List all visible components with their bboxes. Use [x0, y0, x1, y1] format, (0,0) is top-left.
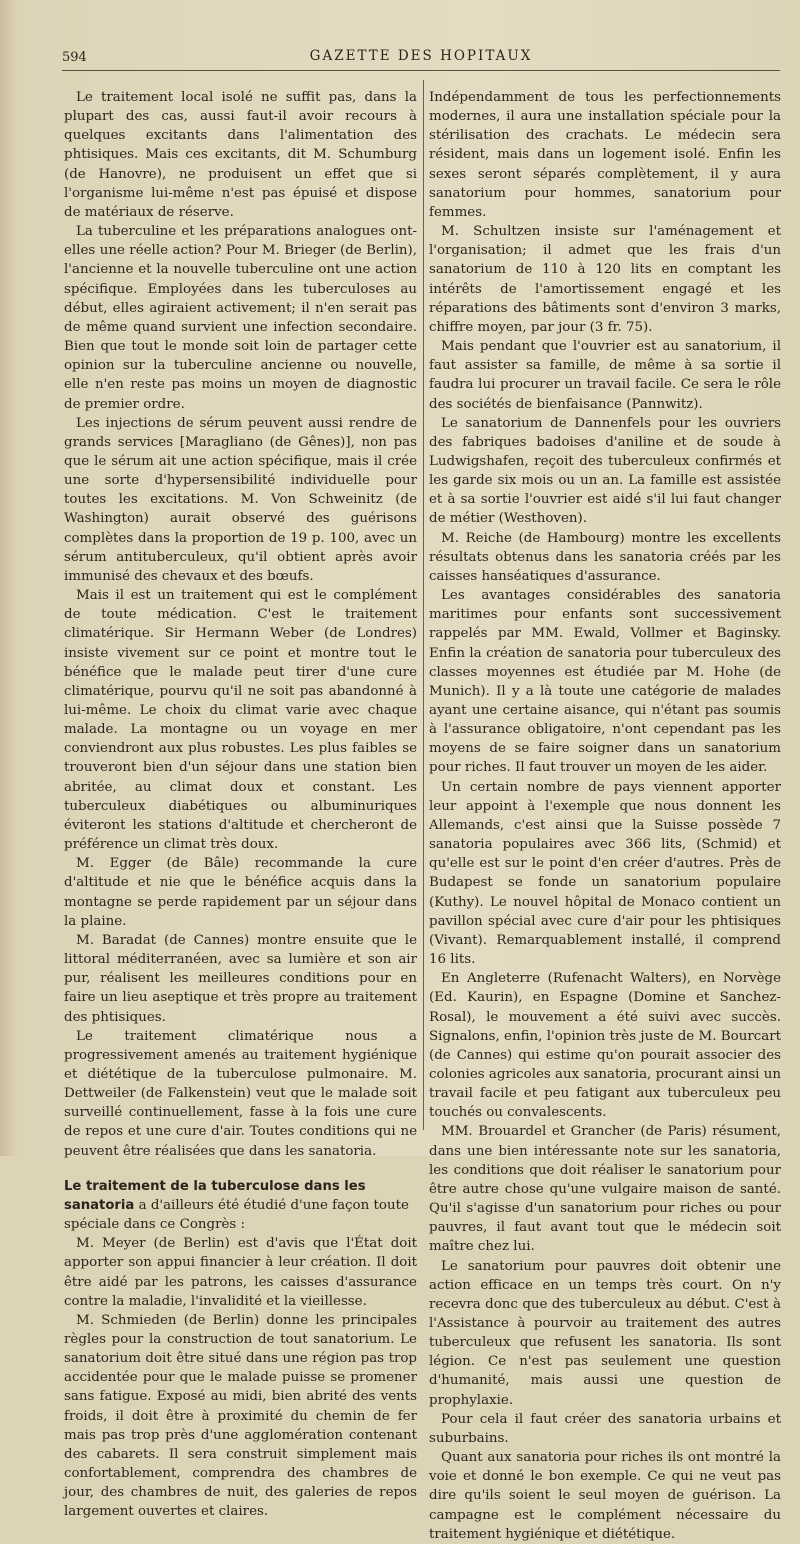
paragraph: Le traitement local isolé ne suffit pas, dans la plupart des cas, aussi faut-il avoir recours à quelques excitants dans l'alimentation des phtisiques. Mais ces excitants, dit M. Schumburg (de Hanovre), ne produisent un effet que si l'organisme lui-même n'est pas épuisé et dispose de matériaux de réserve.	[64, 90, 417, 220]
paragraph: Quant aux sanatoria pour riches ils ont montré la voie et donné le bon exemple. Ce qui ne veut pas dire qu'ils soient le seul moyen de guérison. La campagne est le complément nécessaire du traitement hygiénique et diététique.	[429, 1450, 781, 1542]
paragraph: Pour cela il faut créer des sanatoria urbains et suburbains.	[429, 1411, 781, 1446]
section-heading: Le traitement de la tuberculose dans les sanatoria	[64, 1178, 366, 1213]
paragraph: Le sanatorium de Dannenfels pour les ouvriers des fabriques badoises d'aniline et de soude à Ludwigshafen, reçoit des tuberculeux confirmés et les garde six mois ou un an. La famille est assistée et à sa sortie l'ouvrier est aidé s'il lui faut changer de métier (Westhoven).	[429, 415, 781, 527]
left-column	[64, 88, 417, 1520]
paragraph: Mais il est un traitement qui est le complément de toute médication. C'est le traitement climatérique. Sir Hermann Weber (de Londres) insiste vivement sur ce point et montre tout le bénéfice que le malade peut tirer d'une cure climatérique, pourvu qu'il ne soit pas abandonné à lui-même. Le choix du climat varie avec chaque malade. La montagne ou un voyage en mer conviendront aux plus robustes. Les plus faibles se trouveront bien d'un séjour dans une station bien abritée, au climat doux et constant. Les tuberculeux diabétiques ou albuminuriques éviteront les stations d'altitude et chercheront de préférence un climat très doux.	[64, 588, 417, 853]
paragraph: M. Meyer (de Berlin) est d'avis que l'État doit apporter son appui financier à leur création. Il doit être aidé par les patrons, les caisses d'assurance contre la maladie, l'invalidité et la vieillesse.	[64, 1236, 417, 1309]
right-column	[429, 88, 781, 1542]
paragraph: Un certain nombre de pays viennent apporter leur appoint à l'exemple que nous donnent les Allemands, c'est ainsi que la Suisse possède 7 sanatoria populaires avec 366 lits, (Schmid) et qu'elle est sur le point d'en créer d'autres. Près de Budapest se fonde un sanatorium populaire (Kuthy). Le nouvel hôpital de Monaco contient un pavillon spécial avec cure d'air pour les phtisiques (Vivant). Remarquablement installé, il comprend 16 lits.	[429, 779, 781, 968]
column-divider	[423, 80, 424, 1130]
section-intro-text: a d'ailleurs été étudié d'une façon toute spéciale dans ce Congrès :	[64, 1197, 409, 1233]
paragraph: MM. Brouardel et Grancher (de Paris) résument, dans une bien intéressante note sur les sanatoria, les conditions que doit réaliser le sanatorium pour être autre chose qu'une vulgaire maison de santé. Qu'il s'agisse d'un sanatorium pour riches ou pour pauvres, il faut avant tout que le médecin soit maître chez lui.	[429, 1124, 781, 1255]
paragraph: Les injections de sérum peuvent aussi rendre de grands services [Maragliano (de Gênes)], non pas que le sérum ait une action spécifique, mais il crée une sorte d'hypersensibilité individuelle pour toutes les excitations. M. Von Schweinitz (de Washington) aurait observé des guérisons complètes dans la proportion de 19 p. 100, avec un sérum antituberculeux, qu'il obtient après avoir immunisé des chevaux et des bœufs.	[64, 415, 417, 584]
page-number: 594	[62, 50, 87, 65]
paragraph: M. Schultzen insiste sur l'aménagement et l'organisation; il admet que les frais d'un sanatorium de 110 à 120 lits en comptant les intérêts de l'amortissement engagé et les réparations des bâtiments sont d'environ 3 marks, chiffre moyen, par jour (3 fr. 75).	[429, 224, 781, 335]
paragraph: M. Reiche (de Hambourg) montre les excellents résultats obtenus dans les sanatoria créés par les caisses hanséatiques d'assurance.	[429, 530, 781, 584]
paragraph: Les avantages considérables des sanatoria maritimes pour enfants sont successivement rappelés par MM. Ewald, Vollmer et Baginsky. Enfin la création de sanatoria pour tuberculeux des classes moyennes est étudiée par M. Hohe (de Munich). Il y a là toute une catégorie de malades ayant une certaine aisance, qui n'étant pas soumis à l'assurance obligatoire, n'ont cependant pas les moyens de se faire soigner dans un sanatorium pour riches. Il faut trouver un moyen de les aider.	[429, 588, 781, 776]
paragraph: Indépendamment de tous les perfectionnements modernes, il aura une installation spéciale pour la stérilisation des crachats. Le médecin sera résident, mais dans un logement isolé. Enfin les sexes seront séparés complètement, il y aura sanatorium pour hommes, sanatorium pour femmes.	[429, 90, 781, 220]
paragraph: Le traitement climatérique nous a progressivement amenés au traitement hygiénique et diététique de la tuberculose pulmonaire. M. Dettweiler (de Falkenstein) veut que le malade soit surveillé continuellement, fasse à la fois une cure de repos et une cure d'air. Toutes conditions qui ne peuvent être réalisées que dans les sanatoria.	[64, 1028, 417, 1159]
paragraph: En Angleterre (Rufenacht Walters), en Norvège (Ed. Kaurin), en Espagne (Domine et Sanchez-Rosal), le mouvement a été suivi avec succès. Signalons, enfin, l'opinion très juste de M. Bourcart (de Cannes) qui estime qu'on pourait associer des colonies agricoles aux sanatoria, procurant ainsi un travail facile et peu fatigant aux tuberculeux peu touchés ou convalescents.	[429, 971, 781, 1121]
paragraph: M. Baradat (de Cannes) montre ensuite que le littoral méditerranéen, avec sa lumière et son air pur, réalisent les meilleures conditions pour en faire un lieu aseptique et très propre au traitement des phtisiques.	[64, 932, 417, 1025]
paragraph: M. Schmieden (de Berlin) donne les principales règles pour la construction de tout sanatorium. Le sanatorium doit être situé dans une région pas trop accidentée pour que le malade puisse se promener sans fatigue. Exposé au midi, bien abrité des vents froids, il doit être à proximité du chemin de fer mais pas trop près d'une agglomération contenant des cabarets. Il sera construit simplement mais confortablement, comprendra des chambres de jour, des chambres de nuit, des galeries de repos largement ouvertes et claires.	[64, 1312, 417, 1520]
paragraph: Le sanatorium pour pauvres doit obtenir une action efficace en un temps très court. On n'y recevra donc que des tuberculeux au début. C'est à l'Assistance à pourvoir au traitement des autres tuberculeux que refusent les sanatoria. Ils sont légion. Ce n'est pas seulement une question d'humanité, mais aussi une question de prophylaxie.	[429, 1258, 781, 1408]
paragraph: La tuberculine et les préparations analogues ont-elles une réelle action? Pour M. Brieger (de Berlin), l'ancienne et la nouvelle tuberculine ont une action spécifique. Employées dans les tuberculoses au début, elles agiraient activement; il n'en serait pas de même quand survient une infection secondaire. Bien que tout le monde soit loin de partager cette opinion sur la tuberculine ancienne ou nouvelle, elle n'en reste pas moins un moyen de diagnostic de premier ordre.	[64, 224, 417, 412]
paragraph: M. Egger (de Bâle) recommande la cure d'altitude et nie que le bénéfice acquis dans la montagne se perde rapidement par un séjour dans la plaine.	[64, 856, 417, 929]
journal-title: GAZETTE DES HOPITAUX	[309, 48, 533, 64]
page-header	[62, 44, 780, 71]
paragraph: Mais pendant que l'ouvrier est au sanatorium, il faut assister sa famille, de même à sa sortie il faudra lui procurer un travail facile. Ce sera le rôle des sociétés de bienfaisance (Pannwitz).	[429, 339, 781, 412]
